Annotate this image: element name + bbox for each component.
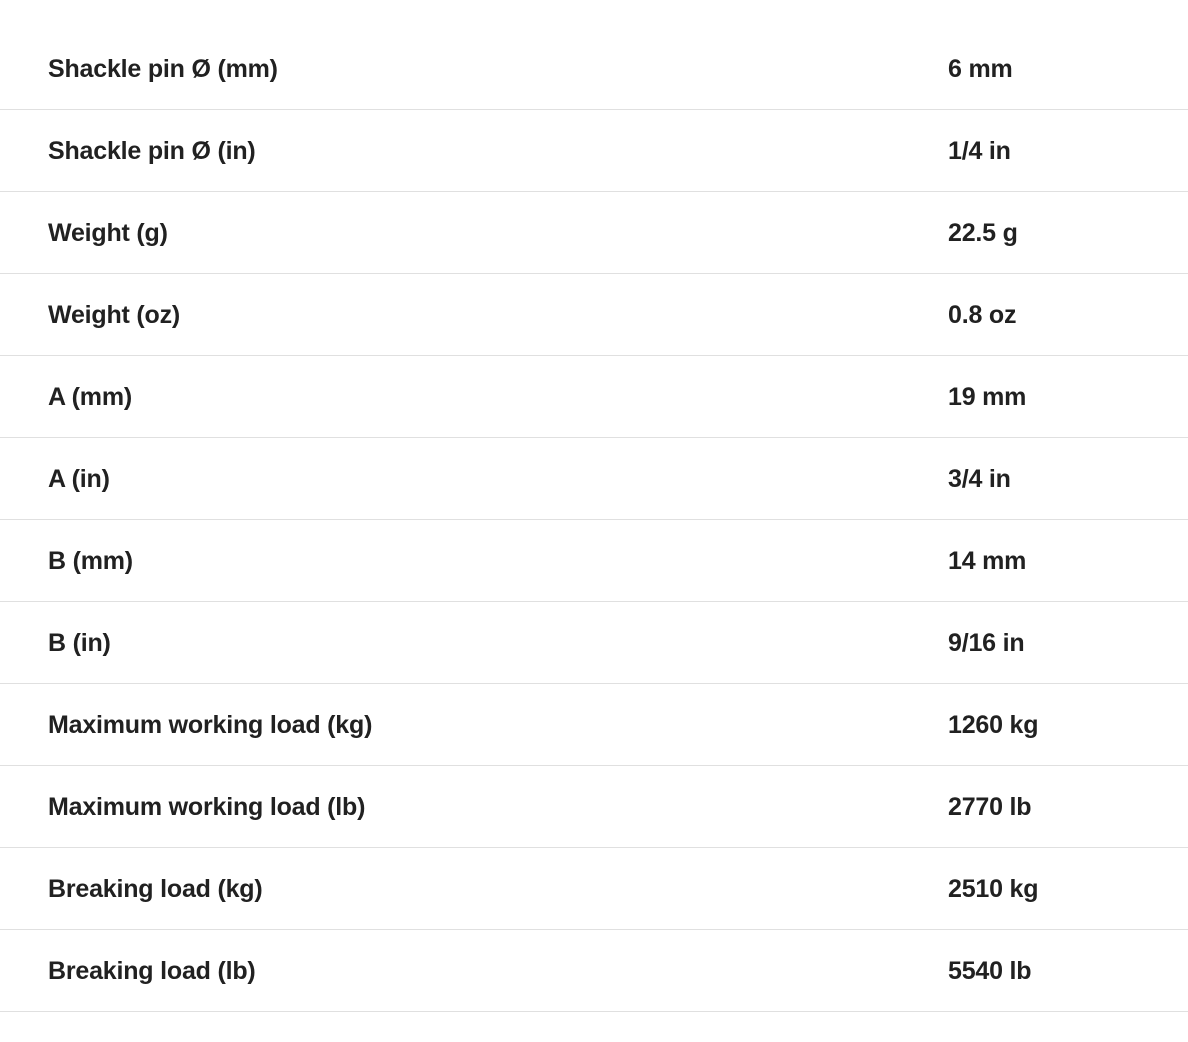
- table-row: [0, 848, 1188, 930]
- spec-value: 0.8 oz: [948, 300, 1017, 329]
- spec-label: Breaking load (lb): [48, 956, 256, 985]
- spec-value: 6 mm: [948, 54, 1013, 83]
- table-row: [0, 192, 1188, 274]
- spec-label: Breaking load (kg): [48, 874, 263, 903]
- spec-label: B (mm): [48, 546, 133, 575]
- spec-value: 19 mm: [948, 382, 1027, 411]
- spec-label: Weight (g): [48, 218, 168, 247]
- spec-label: Maximum working load (kg): [48, 710, 373, 739]
- table-row: [0, 274, 1188, 356]
- spec-value: 14 mm: [948, 546, 1027, 575]
- spec-value: 2770 lb: [948, 792, 1032, 821]
- table-row: [0, 520, 1188, 602]
- table-row: [0, 684, 1188, 766]
- spec-label: Shackle pin Ø (in): [48, 136, 256, 165]
- table-row: [0, 766, 1188, 848]
- table-row: [0, 438, 1188, 520]
- table-row: [0, 28, 1188, 110]
- spec-value: 3/4 in: [948, 464, 1011, 493]
- table-row: [0, 356, 1188, 438]
- table-row: [0, 602, 1188, 684]
- spec-value: 5540 lb: [948, 956, 1032, 985]
- table-row: [0, 110, 1188, 192]
- table-row: [0, 930, 1188, 1012]
- spec-value: 2510 kg: [948, 874, 1039, 903]
- spec-label: A (mm): [48, 382, 132, 411]
- spec-value: 22.5 g: [948, 218, 1018, 247]
- spec-value: 9/16 in: [948, 628, 1025, 657]
- spec-label: B (in): [48, 628, 111, 657]
- spec-label: Maximum working load (lb): [48, 792, 366, 821]
- spec-value: 1/4 in: [948, 136, 1011, 165]
- spec-label: Shackle pin Ø (mm): [48, 54, 278, 83]
- spec-value: 1260 kg: [948, 710, 1039, 739]
- spec-label: A (in): [48, 464, 110, 493]
- spec-label: Weight (oz): [48, 300, 181, 329]
